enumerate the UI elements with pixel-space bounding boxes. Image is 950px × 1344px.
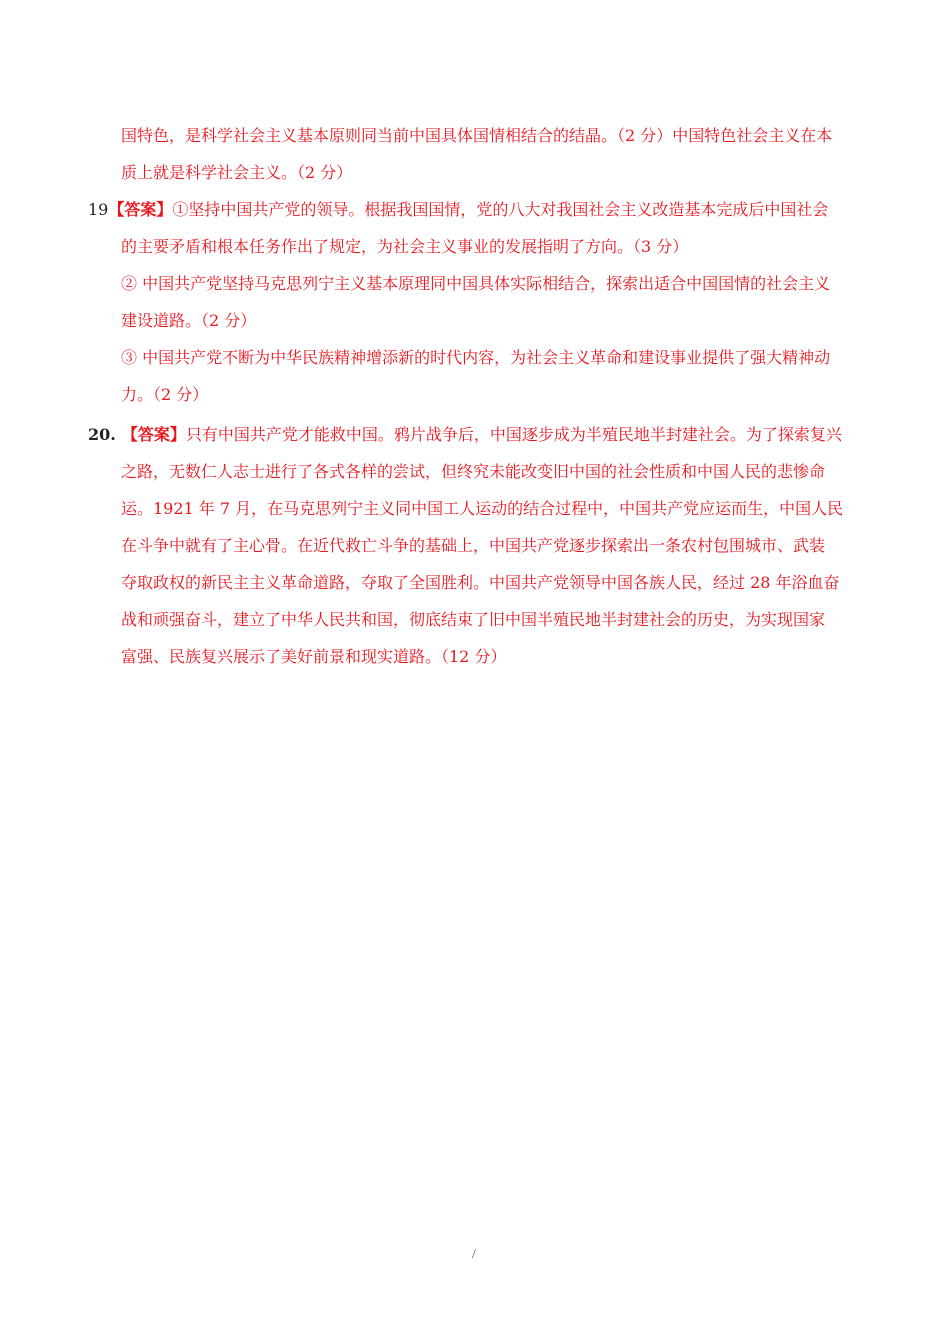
q20-line-7: 富强、民族复兴展示了美好前景和现实道路。（12 分）: [121, 647, 507, 666]
q20-line-1-text: 只有中国共产党才能救中国。鸦片战争后，中国逐步成为半殖民地半封建社会。为了探索复兴: [185, 425, 842, 444]
q19-line-1: [88, 200, 828, 220]
q19-line-3: ② 中国共产党坚持马克思列宁主义基本原理同中国具体实际相结合，探索出适合中国国情的社会主义: [121, 274, 831, 293]
q20-answer-label: 【答案】: [121, 425, 186, 444]
q19-answer-label: 【答案】: [108, 200, 173, 219]
q19-line-5: ③ 中国共产党不断为中华民族精神增添新的时代内容，为社会主义革命和建设事业提供了强大精神动: [121, 348, 831, 367]
q20-line-1: [88, 425, 842, 445]
q20-line-3: 运。1921 年 7 月，在马克思列宁主义同中国工人运动的结合过程中，中国共产党应运而生，中国人民: [121, 499, 844, 518]
q20-line-5: 夺取政权的新民主主义革命道路，夺取了全国胜利。中国共产党领导中国各族人民，经过 28 年浴血奋: [121, 573, 840, 592]
q20-line-2: 之路，无数仁人志士进行了各式各样的尝试，但终究未能改变旧中国的社会性质和中国人民的悲惨命: [121, 462, 826, 481]
q19-line-1-text: ①坚持中国共产党的领导。根据我国国情，党的八大对我国社会主义改造基本完成后中国社会: [172, 200, 829, 219]
continuation-line-1: 国特色，是科学社会主义基本原则同当前中国具体国情相结合的结晶。（2 分）中国特色社会主义在本: [121, 126, 833, 145]
page-footer-mark: /: [472, 1247, 476, 1262]
continuation-line-2: 质上就是科学社会主义。（2 分）: [121, 163, 353, 182]
q19-line-4: 建设道路。（2 分）: [121, 311, 257, 330]
q20-line-6: 战和顽强奋斗，建立了中华人民共和国，彻底结束了旧中国半殖民地半封建社会的历史，为实现国家: [121, 610, 826, 629]
q19-number: 19: [88, 200, 109, 219]
q19-line-2: 的主要矛盾和根本任务作出了规定，为社会主义事业的发展指明了方向。（3 分）: [121, 237, 689, 256]
q20-number: 20.: [88, 425, 116, 444]
q20-line-4: 在斗争中就有了主心骨。在近代救亡斗争的基础上，中国共产党逐步探索出一条农村包围城市、武装: [121, 536, 826, 555]
q19-line-6: 力。（2 分）: [121, 385, 209, 404]
